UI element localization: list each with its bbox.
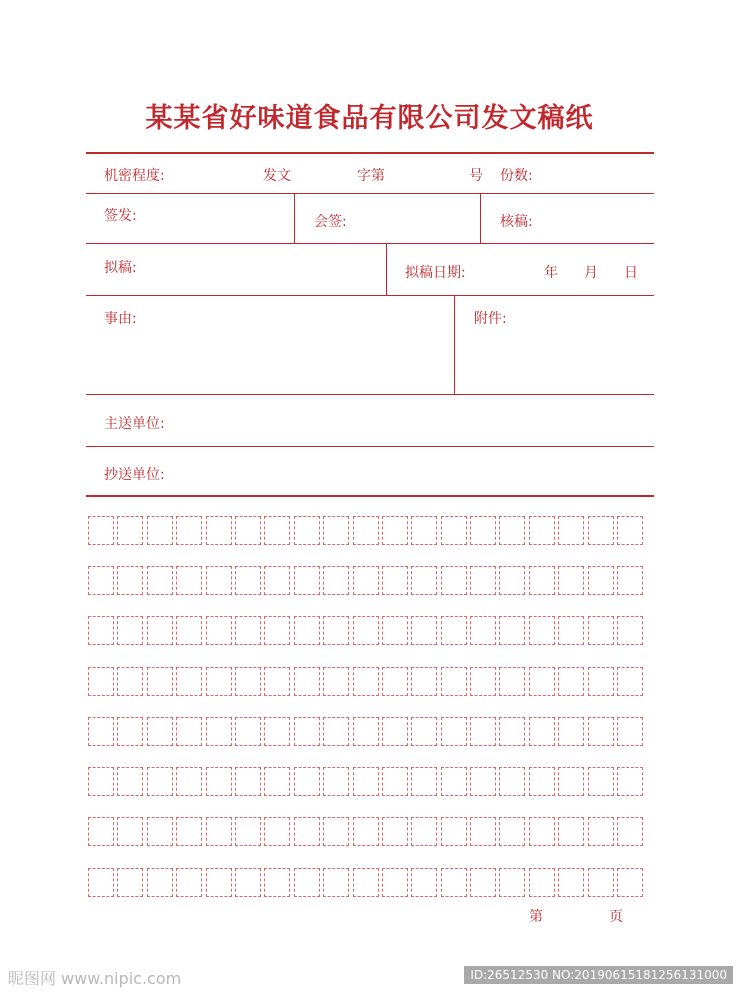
grid-cell (264, 817, 290, 846)
form-top-rule (86, 152, 654, 154)
grid-cell (117, 767, 143, 796)
grid-cell (147, 767, 173, 796)
grid-cell (411, 767, 437, 796)
grid-cell (264, 516, 290, 545)
grid-cell (353, 616, 379, 645)
draft-label: 拟稿: (104, 260, 137, 276)
grid-cell (499, 817, 525, 846)
grid-cell (323, 516, 349, 545)
grid-cell (558, 717, 584, 746)
grid-cell (147, 516, 173, 545)
grid-cell (206, 767, 232, 796)
grid-cell (323, 667, 349, 696)
copies-label: 份数: (500, 168, 533, 184)
grid-cell (206, 868, 232, 897)
grid-row (88, 616, 650, 647)
grid-cell (588, 868, 614, 897)
page-di-label: 第 (529, 909, 543, 925)
grid-cell (499, 516, 525, 545)
grid-cell (499, 717, 525, 746)
grid-cell (88, 566, 114, 595)
grid-cell (529, 817, 555, 846)
grid-cell (176, 717, 202, 746)
grid-cell (147, 817, 173, 846)
grid-cell (264, 616, 290, 645)
attachment-label: 附件: (474, 311, 507, 327)
grid-cell (382, 566, 408, 595)
page-ye-label: 页 (609, 909, 623, 925)
grid-row (88, 667, 650, 698)
secrecy-label: 机密程度: (104, 168, 165, 184)
grid-cell (617, 868, 643, 897)
form-row-divider-1 (86, 193, 654, 194)
grid-cell (176, 767, 202, 796)
grid-cell (382, 817, 408, 846)
grid-cell (617, 516, 643, 545)
year-label: 年 (544, 265, 558, 281)
grid-cell (88, 817, 114, 846)
countersign-label: 会签: (314, 214, 347, 230)
grid-cell (88, 616, 114, 645)
grid-cell (235, 717, 261, 746)
grid-cell (264, 717, 290, 746)
grid-cell (117, 667, 143, 696)
grid-cell (353, 767, 379, 796)
grid-cell (176, 566, 202, 595)
grid-cell (382, 868, 408, 897)
grid-cell (353, 516, 379, 545)
grid-cell (206, 566, 232, 595)
grid-cell (558, 616, 584, 645)
grid-cell (441, 817, 467, 846)
grid-cell (147, 868, 173, 897)
form-bottom-rule (86, 495, 654, 497)
grid-cell (206, 667, 232, 696)
grid-cell (411, 616, 437, 645)
review-label: 核稿: (500, 214, 533, 230)
grid-cell (88, 868, 114, 897)
grid-cell (235, 817, 261, 846)
day-label: 日 (624, 265, 638, 281)
grid-cell (294, 566, 320, 595)
grid-cell (441, 566, 467, 595)
form-row-divider-2 (86, 243, 654, 244)
grid-cell (235, 767, 261, 796)
grid-cell (470, 817, 496, 846)
grid-cell (176, 616, 202, 645)
grid-cell (529, 767, 555, 796)
grid-cell (617, 616, 643, 645)
grid-cell (588, 566, 614, 595)
grid-cell (117, 616, 143, 645)
grid-cell (411, 667, 437, 696)
grid-cell (323, 566, 349, 595)
grid-cell (294, 817, 320, 846)
fawen-label: 发文 (263, 168, 291, 184)
watermark-site: 昵图网 www.nipic.com (8, 969, 182, 988)
grid-cell (206, 516, 232, 545)
grid-cell (470, 516, 496, 545)
grid-cell (558, 566, 584, 595)
grid-cell (441, 516, 467, 545)
grid-cell (499, 667, 525, 696)
grid-cell (529, 516, 555, 545)
grid-cell (470, 868, 496, 897)
grid-cell (117, 868, 143, 897)
grid-cell (441, 667, 467, 696)
grid-cell (441, 868, 467, 897)
grid-cell (353, 667, 379, 696)
sign-label: 签发: (104, 208, 137, 224)
grid-cell (264, 667, 290, 696)
grid-cell (323, 717, 349, 746)
grid-cell (529, 717, 555, 746)
main-recipient-label: 主送单位: (104, 416, 165, 432)
grid-cell (588, 516, 614, 545)
grid-cell (147, 717, 173, 746)
grid-row (88, 767, 650, 798)
grid-cell (588, 616, 614, 645)
grid-cell (323, 817, 349, 846)
grid-cell (294, 667, 320, 696)
grid-cell (470, 616, 496, 645)
grid-cell (206, 817, 232, 846)
watermark-id: ID:26512530 NO:20190615181256131000 (464, 966, 733, 984)
grid-cell (294, 616, 320, 645)
grid-cell (294, 717, 320, 746)
grid-cell (88, 767, 114, 796)
grid-cell (588, 767, 614, 796)
zidi-label: 字第 (357, 168, 385, 184)
grid-cell (470, 717, 496, 746)
document-title: 某某省好味道食品有限公司发文稿纸 (145, 103, 594, 134)
form-col-divider-date (386, 243, 387, 295)
grid-cell (382, 767, 408, 796)
grid-cell (88, 516, 114, 545)
form-col-divider-review (480, 193, 481, 243)
grid-cell (529, 566, 555, 595)
grid-cell (617, 717, 643, 746)
grid-cell (411, 868, 437, 897)
grid-cell (206, 616, 232, 645)
form-row-divider-5 (86, 446, 654, 447)
grid-cell (411, 516, 437, 545)
grid-row (88, 566, 650, 597)
grid-cell (529, 667, 555, 696)
grid-cell (176, 516, 202, 545)
grid-cell (617, 767, 643, 796)
grid-cell (176, 868, 202, 897)
grid-cell (147, 616, 173, 645)
grid-cell (499, 616, 525, 645)
grid-cell (441, 616, 467, 645)
grid-cell (117, 516, 143, 545)
grid-cell (323, 616, 349, 645)
grid-cell (470, 667, 496, 696)
grid-cell (558, 868, 584, 897)
grid-cell (382, 616, 408, 645)
grid-cell (558, 516, 584, 545)
grid-cell (441, 767, 467, 796)
form-row-divider-4 (86, 394, 654, 395)
grid-cell (470, 767, 496, 796)
grid-cell (147, 667, 173, 696)
grid-cell (264, 566, 290, 595)
grid-cell (353, 717, 379, 746)
grid-cell (529, 616, 555, 645)
hao-label: 号 (469, 168, 483, 184)
month-label: 月 (584, 265, 598, 281)
grid-cell (294, 767, 320, 796)
grid-cell (353, 817, 379, 846)
grid-cell (617, 566, 643, 595)
grid-cell (382, 667, 408, 696)
grid-cell (499, 868, 525, 897)
draft-date-label: 拟稿日期: (405, 265, 466, 281)
grid-cell (411, 566, 437, 595)
grid-cell (88, 717, 114, 746)
grid-cell (353, 868, 379, 897)
grid-cell (558, 817, 584, 846)
grid-cell (470, 566, 496, 595)
grid-cell (617, 817, 643, 846)
grid-cell (411, 817, 437, 846)
grid-cell (176, 817, 202, 846)
grid-cell (264, 767, 290, 796)
grid-cell (499, 767, 525, 796)
grid-cell (235, 868, 261, 897)
grid-cell (235, 667, 261, 696)
grid-cell (294, 868, 320, 897)
grid-cell (235, 566, 261, 595)
cc-label: 抄送单位: (104, 467, 165, 483)
grid-cell (617, 667, 643, 696)
grid-cell (382, 516, 408, 545)
grid-cell (558, 767, 584, 796)
grid-row (88, 868, 650, 899)
grid-cell (117, 566, 143, 595)
grid-row (88, 817, 650, 848)
grid-cell (588, 817, 614, 846)
grid-cell (588, 667, 614, 696)
subject-label: 事由: (104, 311, 137, 327)
grid-cell (176, 667, 202, 696)
form-row-divider-3 (86, 295, 654, 296)
grid-cell (588, 717, 614, 746)
grid-cell (411, 717, 437, 746)
grid-cell (353, 566, 379, 595)
form-col-divider-attachment (454, 295, 455, 394)
grid-cell (529, 868, 555, 897)
grid-cell (499, 566, 525, 595)
grid-cell (323, 767, 349, 796)
grid-cell (382, 717, 408, 746)
form-col-divider-sign (294, 193, 295, 243)
grid-cell (323, 868, 349, 897)
grid-cell (264, 868, 290, 897)
grid-cell (235, 516, 261, 545)
grid-cell (235, 616, 261, 645)
grid-cell (117, 817, 143, 846)
grid-cell (558, 667, 584, 696)
grid-cell (88, 667, 114, 696)
grid-row (88, 516, 650, 547)
grid-cell (117, 717, 143, 746)
grid-cell (206, 717, 232, 746)
grid-cell (147, 566, 173, 595)
grid-row (88, 717, 650, 748)
grid-cell (294, 516, 320, 545)
grid-cell (441, 717, 467, 746)
